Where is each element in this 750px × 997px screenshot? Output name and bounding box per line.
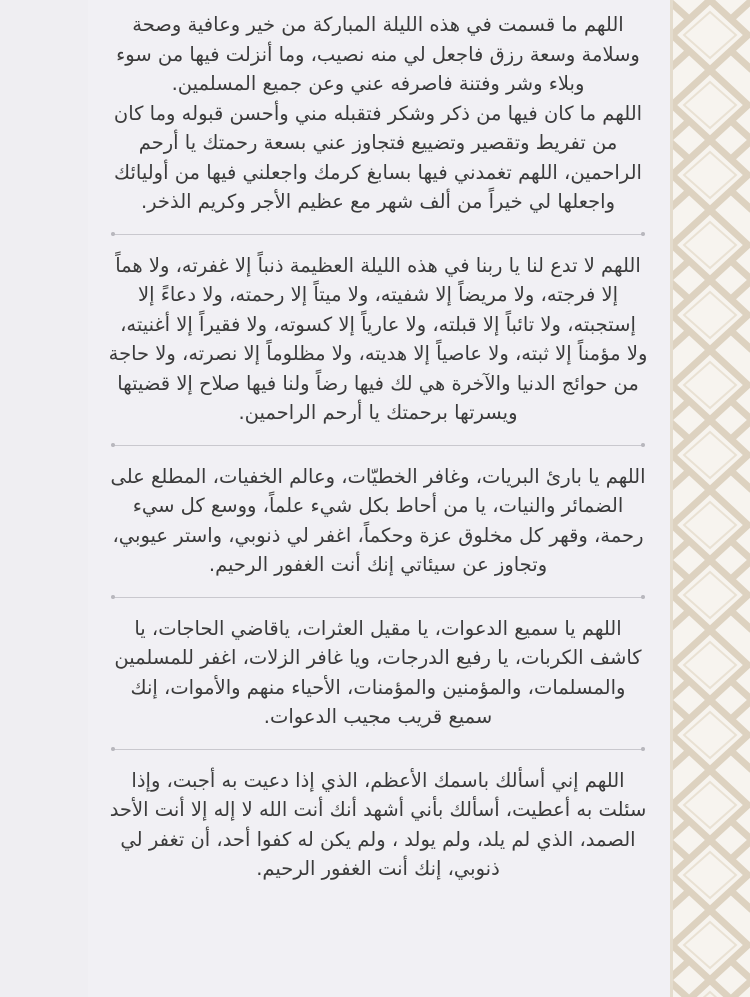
- section-divider: [114, 597, 642, 598]
- supplications-content: [108, 10, 648, 884]
- section-divider: [114, 749, 642, 750]
- supplication-section-3: [108, 462, 648, 580]
- paragraph: اللهم إني أسألك باسمك الأعظم، الذي إذا دعيت به أجبت، وإذا سئلت به أعطيت، أسألك بأني أشهد أنك أنت الله لا إله إلا أنت الأحد الصمد، الذي لم يلد، ولم يولد ، ولم يكن له كفوا أحد، أن تغفر لي ذنوبي، إنك أنت الغفور الرحيم.: [109, 768, 647, 880]
- geometric-lattice-border: [670, 0, 750, 997]
- paragraph: اللهم يا سميع الدعوات، يا مقيل العثرات، ياقاضي الحاجات، يا كاشف الكربات، يا رفيع الدرجات، ويا غافر الزلات، اغفر للمسلمين والمسلمات، والمؤمنين والمؤمنات، الأحياء منهم والأموات، إنك سميع قريب مجيب الدعوات.: [114, 616, 642, 728]
- supplication-section-1: [108, 10, 648, 217]
- paragraph: اللهم ما كان فيها من ذكر وشكر فتقبله مني وأحسن قبوله وما كان من تفريط وتقصير وتضييع فتجاوز عني بسعة رحمتك يا أرحم الراحمين، اللهم تغمدني فيها بسابغ كرمك واجعلني فيها من أوليائك واجعلها لي خيراً من ألف شهر مع عظيم الأجر وكريم الذخر.: [113, 101, 643, 213]
- paragraph: اللهم يا بارئ البريات، وغافر الخطيّات، وعالم الخفيات، المطلع على الضمائر والنيات، يا من أحاط بكل شيء علماً، ووسع كل سيء رحمة، وقهر كل مخلوق عزة وحكماً، اغفر لي ذنوبي، واستر عيوبي، وتجاوز عن سيئاتي إنك أنت الغفور الرحيم.: [110, 464, 646, 576]
- supplication-section-4: [108, 614, 648, 732]
- supplication-section-5: [108, 766, 648, 884]
- lattice-pattern-icon: [670, 0, 750, 997]
- paragraph: اللهم لا تدع لنا يا ربنا في هذه الليلة العظيمة ذنباً إلا غفرته، ولا هماً إلا فرجته، ولا مريضاً إلا شفيته، ولا ميتاً إلا رحمته، ولا دعاءً إلا إستجبته، ولا تائباً إلا قبلته، ولا عارياً إلا كسوته، ولا فقيراً إلا أغنيته، ولا مؤمناً إلا ثبته، ولا عاصياً إلا هديته، ولا مظلوماً إلا نصرته، ولا حاجة من حوائج الدنيا والآخرة هي لك فيها رضاً ولنا فيها صلاح إلا قضيتها ويسرتها برحمتك يا أرحم الراحمين.: [108, 253, 648, 424]
- section-divider: [114, 445, 642, 446]
- supplication-section-2: [108, 251, 648, 428]
- paragraph: اللهم ما قسمت في هذه الليلة المباركة من خير وعافية وصحة وسلامة وسعة رزق فاجعل لي منه نصيب، وما أنزلت فيها من سوء وبلاء وشر وفتنة فاصرفه عني وعن جميع المسلمين.: [116, 13, 640, 95]
- section-divider: [114, 234, 642, 235]
